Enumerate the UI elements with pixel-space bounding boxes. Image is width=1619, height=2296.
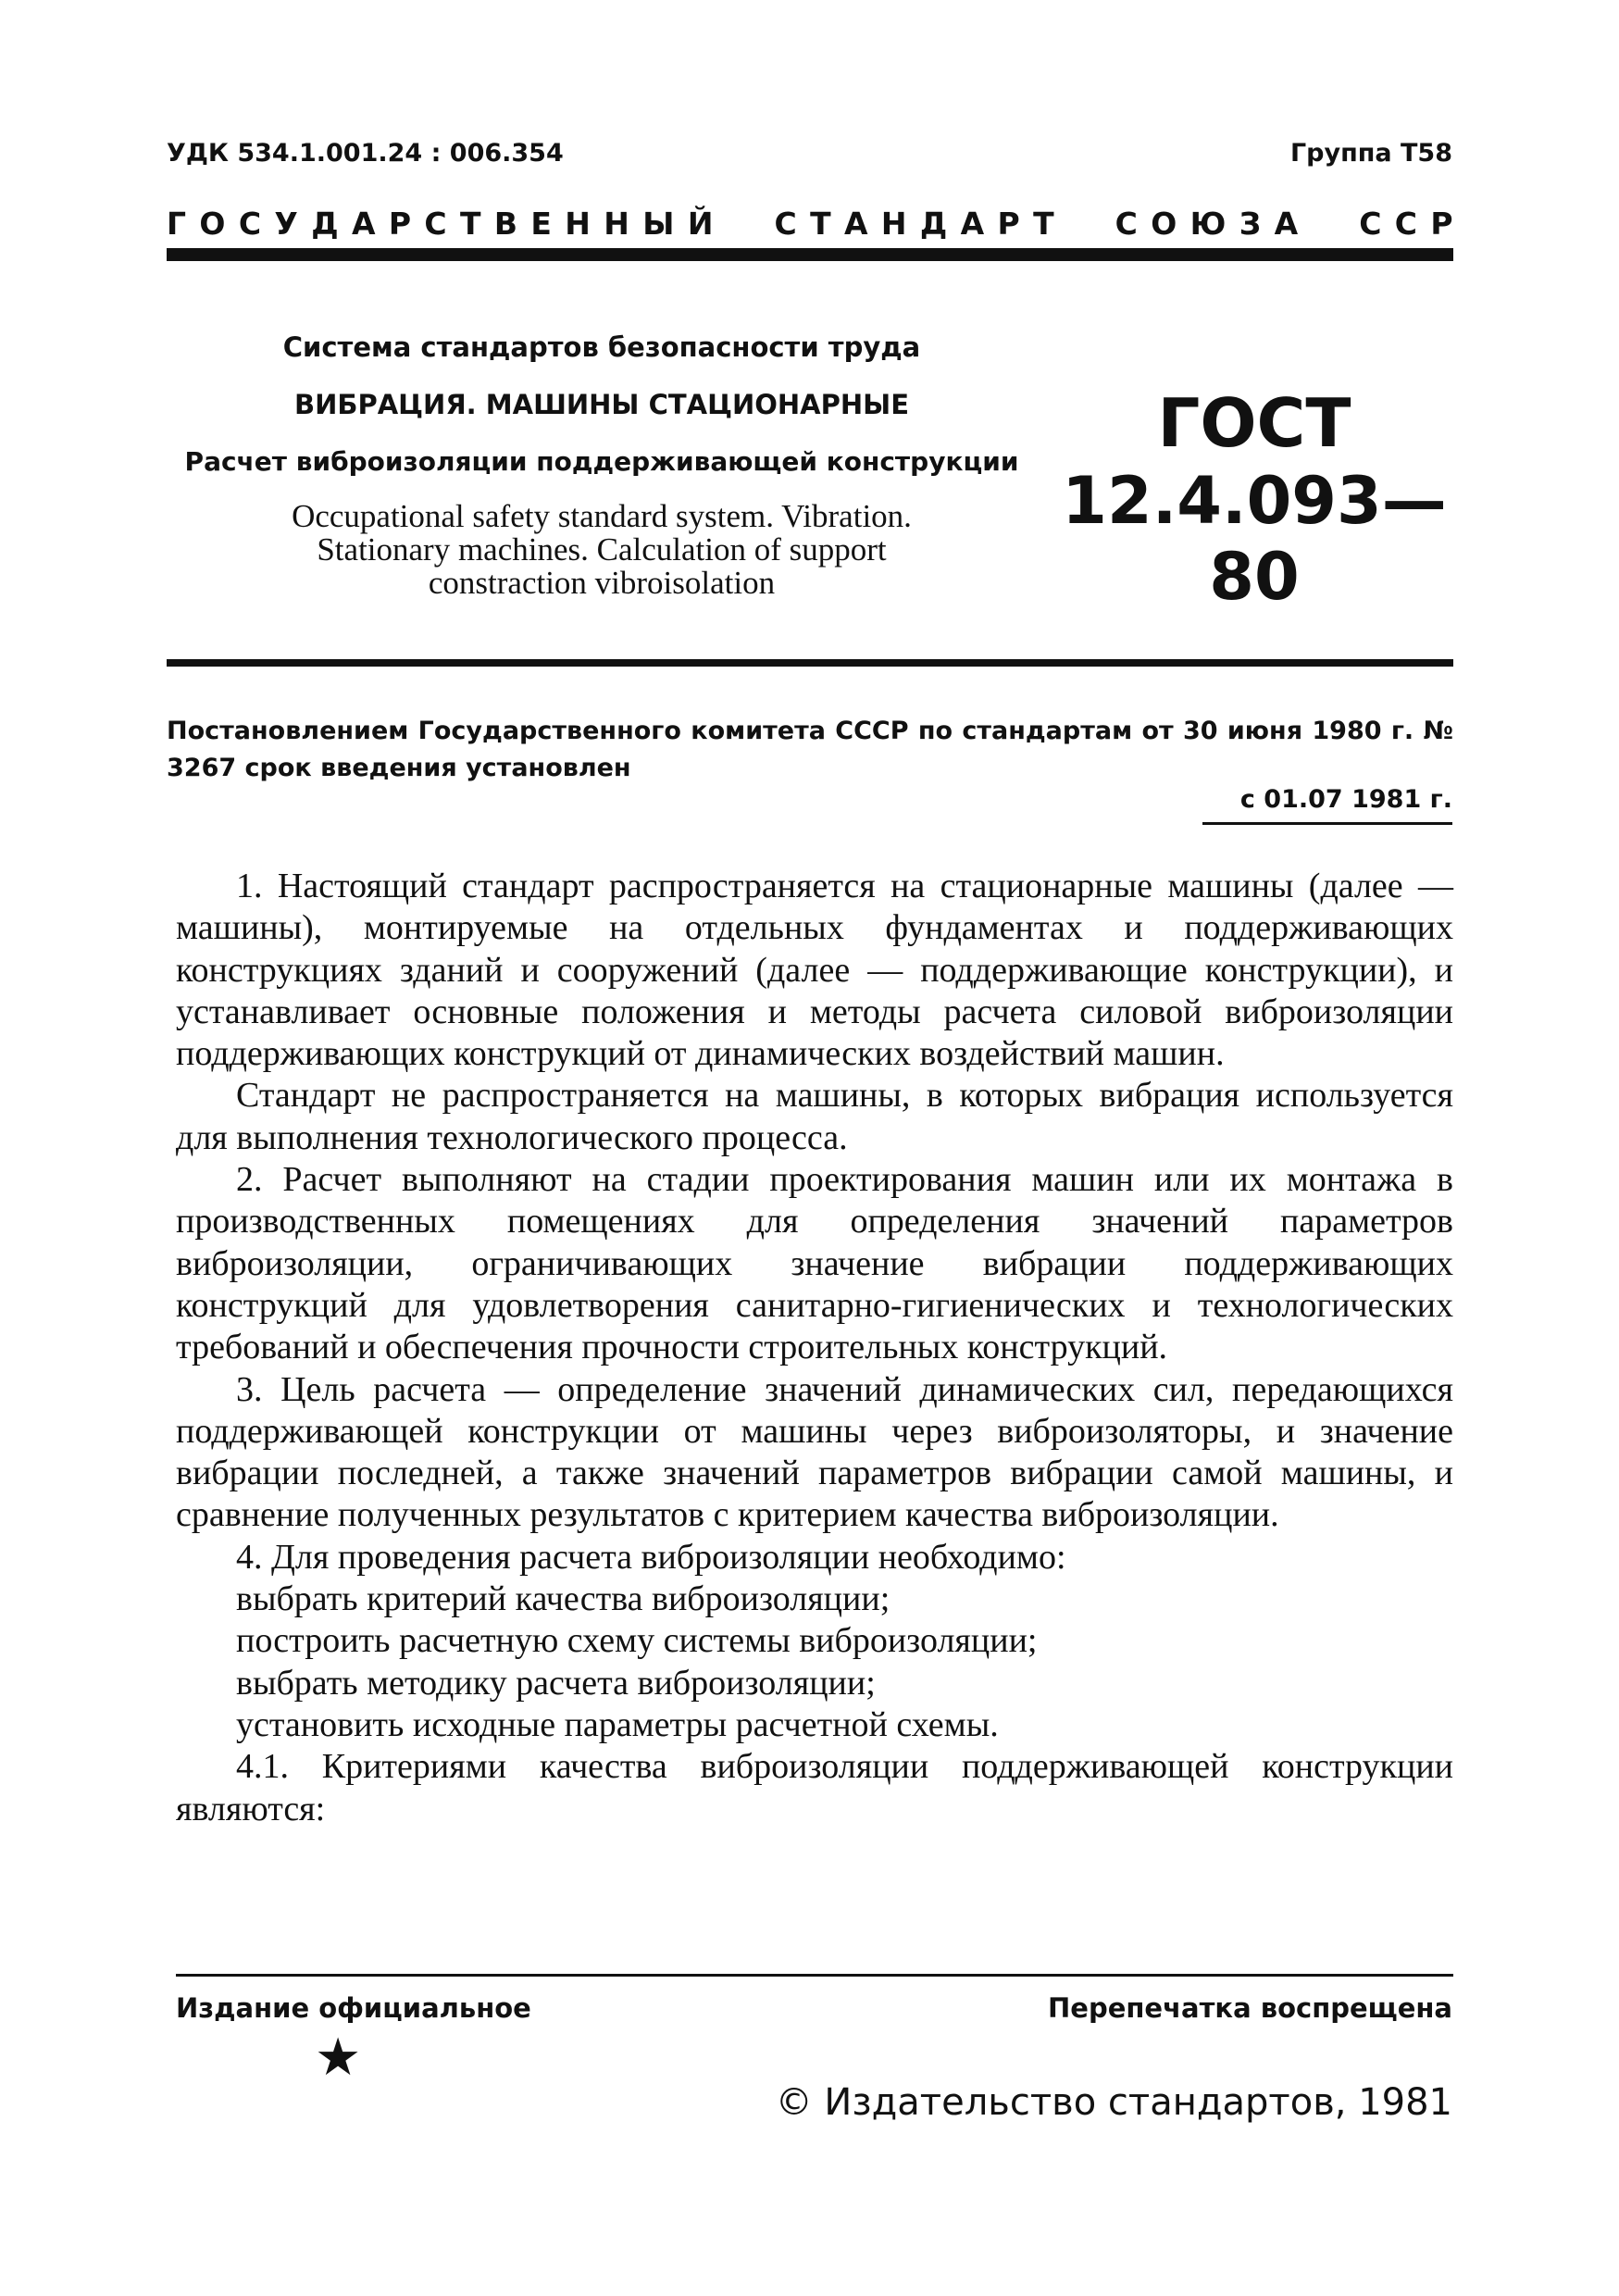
paragraph-5: 4. Для проведения расчета виброизоляции необходимо: [236, 1537, 1066, 1577]
banner-letter: Р [1430, 206, 1453, 242]
gost-label: ГОСТ [1157, 384, 1351, 462]
date-underline [1202, 822, 1452, 825]
banner-letter: Н [604, 206, 629, 242]
banner-letter: Н [565, 206, 591, 242]
banner-gap [727, 206, 738, 242]
banner-letter: Ы [642, 206, 675, 242]
body-text [176, 866, 1453, 1830]
star-icon: ★ [315, 2029, 362, 2087]
list-item: установить исходные параметры расчетной схемы. [236, 1704, 999, 1744]
banner-letter: Т [810, 206, 831, 242]
banner-letter: А [351, 206, 376, 242]
banner-letter: Д [311, 206, 339, 242]
header-rule [167, 248, 1453, 261]
banner-letter: У [274, 206, 298, 242]
banner-gap [1311, 206, 1322, 242]
banner-letter: Д [919, 206, 948, 242]
banner-letter: В [493, 206, 518, 242]
banner-letter: Н [880, 206, 907, 242]
banner-letter: А [843, 206, 868, 242]
english-title-line-2: Stationary machines. Calculation of support [317, 531, 887, 568]
group-code: Группа Т58 [1289, 139, 1452, 168]
list-item: выбрать критерий качества виброизоляции; [236, 1579, 890, 1619]
banner-gap [1335, 206, 1346, 242]
subtitle: Расчет виброизоляции поддерживающей конструкции [184, 446, 1019, 477]
banner-letter: Ю [1189, 206, 1227, 242]
english-title-line-3: constraction vibroisolation [428, 565, 776, 601]
banner-letter: А [1274, 206, 1299, 242]
banner-letter: Е [530, 206, 552, 242]
banner-letter: О [1151, 206, 1177, 242]
banner-letter: З [1239, 206, 1262, 242]
banner-letter: О [199, 206, 226, 242]
gost-number: 12.4.093—80 [1062, 463, 1447, 615]
banner-letter: С [424, 206, 447, 242]
standard-system-title: Система стандартов безопасности труда [282, 331, 921, 363]
banner-letter: С [774, 206, 797, 242]
state-standard-banner [167, 206, 1453, 242]
banner-letter: С [1115, 206, 1138, 242]
paragraph-2: Стандарт не распространяется на машины, в которых вибрация используется для выполнения технологического процесса. [176, 1076, 1453, 1157]
banner-gap [751, 206, 762, 242]
effective-date: с 01.07 1981 г. [1239, 785, 1452, 814]
reprint-notice: Перепечатка воспрещена [1048, 1992, 1452, 2024]
udk-code: УДК 534.1.001.24 : 006.354 [167, 139, 564, 168]
banner-letter: С [238, 206, 262, 242]
list-item: выбрать методику расчета виброизоляции; [236, 1663, 876, 1703]
title-rule [167, 659, 1453, 667]
banner-gap [1091, 206, 1102, 242]
banner-letter: А [960, 206, 985, 242]
paragraph-4: 3. Цель расчета — определение значений динамических сил, передающихся поддерживающей конструкции от машины через виброизоляторы, и значение вибрации последней, а также значений параметров вибрации самой машины, и сравнение полученных результатов с критерием качества виброизоляции. [176, 1369, 1453, 1535]
banner-letter: С [1359, 206, 1382, 242]
banner-letter: Р [388, 206, 412, 242]
main-title: ВИБРАЦИЯ. МАШИНЫ СТАЦИОНАРНЫЕ [293, 389, 910, 420]
paragraph-1: 1. Настоящий стандарт распространяется на стационарные машины (далее — машины), монтируемые на отдельных фундаментах и поддерживающих конструкциях зданий и сооружений (далее — поддерживающие конструкции), и устанавливает основные положения и методы расчета силовой виброизоляции поддерживающих конструкций от динамических воздействий машин. [176, 867, 1453, 1074]
banner-gap [1067, 206, 1078, 242]
paragraph-6: 4.1. Критериями качества виброизоляции поддерживающей конструкции являются: [176, 1747, 1453, 1828]
english-title [167, 500, 1037, 600]
copyright: © Издательство стандартов, 1981 [775, 2081, 1452, 2124]
footer-rule [176, 1974, 1453, 1977]
banner-letter: Т [459, 206, 481, 242]
decree-text: Постановлением Государственного комитета СССР по стандартам от 30 июня 1980 г. № 3267 срок введения установлен [167, 717, 1453, 782]
list-item: построить расчетную схему системы виброизоляции; [236, 1621, 1038, 1661]
banner-letter: Р [997, 206, 1020, 242]
english-title-line-1: Occupational safety standard system. Vibration. [292, 498, 912, 534]
banner-letter: Г [167, 206, 187, 242]
banner-letter: С [1394, 206, 1417, 242]
banner-letter: Т [1033, 206, 1054, 242]
official-edition: Издание официальное [176, 1992, 531, 2024]
banner-letter: Й [687, 206, 714, 242]
paragraph-3: 2. Расчет выполняют на стадии проектирования машин или их монтажа в производственных помещениях для определения значений параметров виброизоляции, ограничивающих значение вибрации поддерживающих конструкций для удовлетворения санитарно-гигиенических и технологических требований и обеспечения прочности строительных конструкций. [176, 1160, 1453, 1367]
